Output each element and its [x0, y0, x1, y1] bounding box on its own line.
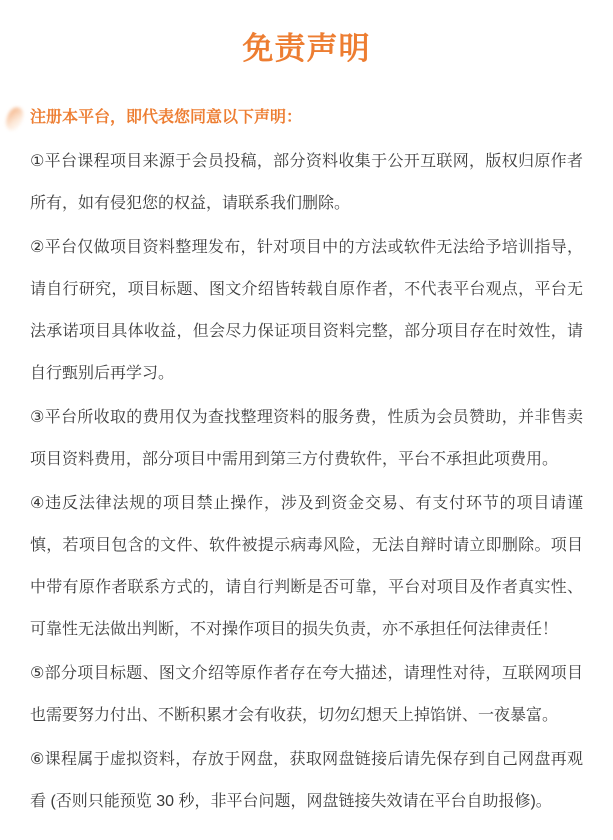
disclaimer-paragraph-2: ②平台仅做项目资料整理发布，针对项目中的方法或软件无法给予培训指导，请自行研究，项目标题、图文介绍皆转载自原作者，不代表平台观点，平台无法承诺项目具体收益，但会尽力保证项目资料完整，部分项目存在时效性，请自行甄别后再学习。	[30, 239, 583, 382]
disclaimer-paragraph-3: ③平台所收取的费用仅为查找整理资料的服务费，性质为会员赞助，并非售卖项目资料费用，部分项目中需用到第三方付费软件，平台不承担此项费用。	[30, 409, 583, 468]
intro-statement: 注册本平台，即代表您同意以下声明：	[30, 109, 303, 126]
disclaimer-paragraph-1: ①平台课程项目来源于会员投稿，部分资料收集于公开互联网，版权归原作者所有，如有侵犯您的权益，请联系我们删除。	[30, 153, 583, 212]
paragraph-list	[30, 141, 583, 823]
disclaimer-paragraph-5: ⑤部分项目标题、图文介绍等原作者存在夸大描述，请理性对待，互联网项目也需要努力付出、不断积累才会有收获，切勿幻想天上掉馅饼、一夜暴富。	[30, 665, 583, 724]
ink-smudge-artifact	[4, 105, 26, 132]
page-title: 免责声明	[242, 31, 371, 66]
disclaimer-paragraph-6: ⑥课程属于虚拟资料，存放于网盘，获取网盘链接后请先保存到自己网盘再观看 (否则只能预览 30 秒，非平台问题，网盘链接失效请在平台自助报修)。	[30, 751, 583, 810]
disclaimer-paragraph-4: ④违反法律法规的项目禁止操作，涉及到资金交易、有支付环节的项目请谨慎，若项目包含的文件、软件被提示病毒风险，无法自辩时请立即删除。项目中带有原作者联系方式的，请自行判断是否可靠，平台对项目及作者真实性、可靠性无法做出判断，不对操作项目的损失负责，亦不承担任何法律责任！	[30, 495, 583, 638]
